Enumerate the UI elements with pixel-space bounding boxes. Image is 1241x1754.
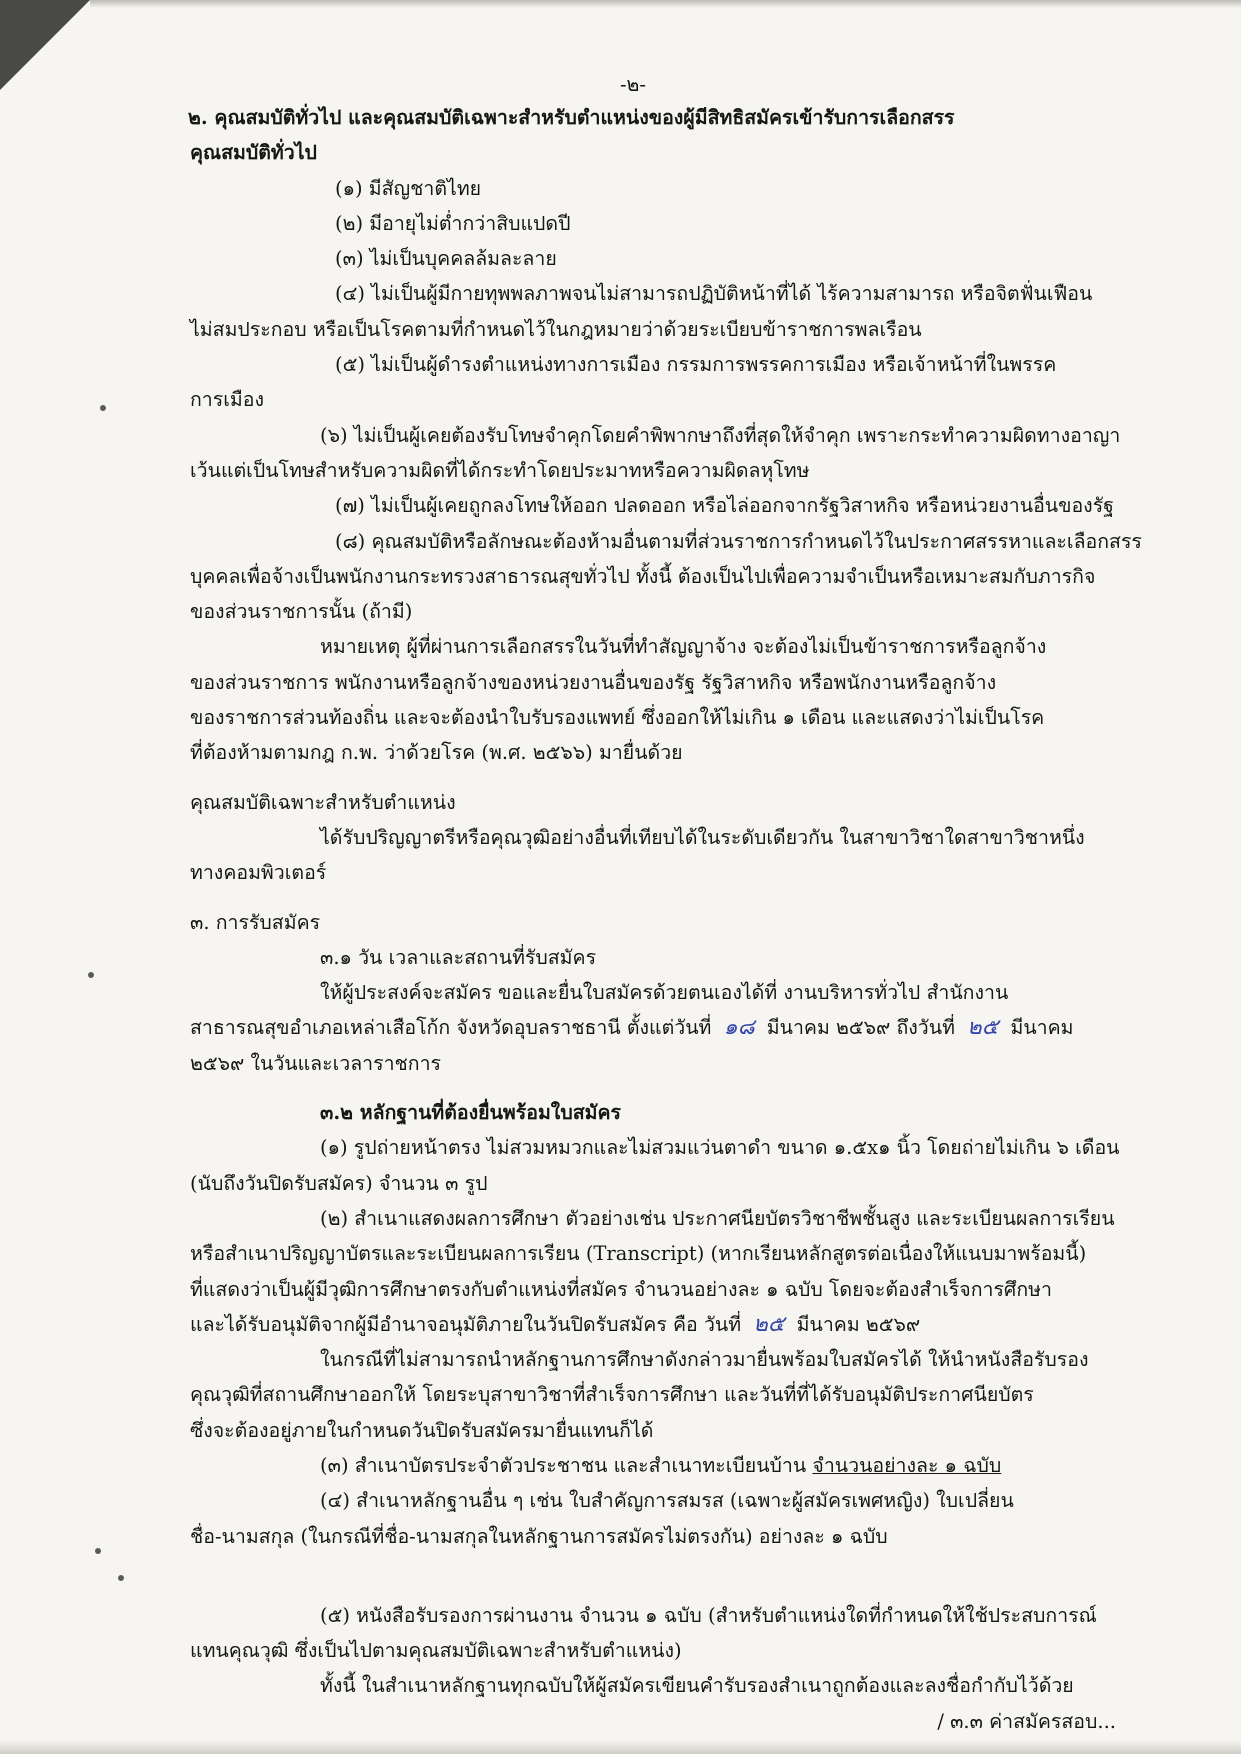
binding-hole-mark bbox=[118, 1575, 124, 1581]
document-item-5-line-1: (๕) หนังสือรับรองการผ่านงาน จำนวน ๑ ฉบับ (สำหรับตำแหน่งใดที่กำหนดให้ใช้ประสบการณ์ bbox=[320, 1603, 1097, 1627]
binding-hole-mark bbox=[88, 972, 94, 978]
handwritten-closing-day: ๒๕ bbox=[753, 1311, 785, 1337]
document-item-2-line-5: ในกรณีที่ไม่สามารถนำหลักฐานการศึกษาดังกล่าวมายื่นพร้อมใบสมัครได้ ให้นำหนังสือรับรอง bbox=[320, 1348, 1089, 1372]
remark-line-3: ของราชการส่วนท้องถิ่น และจะต้องนำใบรับรองแพทย์ ซึ่งออกให้ไม่เกิน ๑ เดือน และแสดงว่าไม่เป็นโรค bbox=[190, 706, 1045, 730]
section-3-1-line-2-part-2: มีนาคม ๒๕๖๙ ถึงวันที่ bbox=[766, 1016, 955, 1040]
section-3-2-heading: ๓.๒ หลักฐานที่ต้องยื่นพร้อมใบสมัคร bbox=[320, 1101, 621, 1125]
page-bottom-edge bbox=[0, 1740, 1241, 1754]
continuation-footer: / ๓.๓ ค่าสมัครสอบ... bbox=[937, 1709, 1116, 1733]
general-item-8-line-2: บุคคลเพื่อจ้างเป็นพนักงานกระทรวงสาธารณสุขทั่วไป ทั้งนี้ ต้องเป็นไปเพื่อความจำเป็นหรือเหมาะสมกับภารกิจ bbox=[190, 564, 1096, 588]
page-number: -๒- bbox=[619, 73, 647, 96]
general-item-6-line-1: (๖) ไม่เป็นผู้เคยต้องรับโทษจำคุกโดยคำพิพากษาถึงที่สุดให้จำคุก เพราะกระทำความผิดทางอาญา bbox=[320, 423, 1121, 447]
document-item-2-line-7: ซึ่งจะต้องอยู่ภายในกำหนดวันปิดรับสมัครมายื่นแทนก็ได้ bbox=[190, 1418, 654, 1442]
section-3-1-line-2-part-1: สาธารณสุขอำเภอเหล่าเสือโก้ก จังหวัดอุบลราชธานี ตั้งแต่วันที่ bbox=[190, 1016, 712, 1040]
general-item-1: (๑) มีสัญชาติไทย bbox=[335, 176, 482, 200]
document-item-2-line-3: ที่แสดงว่าเป็นผู้มีวุฒิการศึกษาตรงกับตำแหน่งที่สมัคร จำนวนอย่างละ ๑ ฉบับ โดยจะต้องสำเร็จการศึกษา bbox=[190, 1277, 1052, 1301]
document-item-1-line-2: (นับถึงวันปิดรับสมัคร) จำนวน ๓ รูป bbox=[190, 1171, 488, 1195]
document-item-3 bbox=[190, 1448, 1136, 1483]
section-3-1-line-2-part-3: มีนาคม bbox=[1010, 1016, 1074, 1040]
handwritten-end-day: ๒๕ bbox=[967, 1015, 999, 1041]
section-2-heading: ๒. คุณสมบัติทั่วไป และคุณสมบัติเฉพาะสำหรับตำแหน่งของผู้มีสิทธิสมัครเข้ารับการเลือกสรร bbox=[188, 106, 955, 129]
general-qualifications-heading: คุณสมบัติทั่วไป bbox=[190, 141, 317, 165]
document-item-3-underlined: จำนวนอย่างละ ๑ ฉบับ bbox=[812, 1453, 1002, 1477]
general-item-8-line-1: (๘) คุณสมบัติหรือลักษณะต้องห้ามอื่นตามที่ส่วนราชการกำหนดไว้ในประกาศสรรหาและเลือกสรร bbox=[335, 529, 1142, 553]
document-item-2-line-1: (๒) สำเนาแสดงผลการศึกษา ตัวอย่างเช่น ประกาศนียบัตรวิชาชีพชั้นสูง และระเบียนผลการเรียน bbox=[320, 1206, 1115, 1230]
document-item-2-line-4-part-1: และได้รับอนุมัติจากผู้มีอำนาจอนุมัติภายในวันปิดรับสมัคร คือ วันที่ bbox=[190, 1312, 742, 1336]
handwritten-start-day: ๑๘ bbox=[723, 1015, 755, 1041]
specific-qualifications-heading: คุณสมบัติเฉพาะสำหรับตำแหน่ง bbox=[190, 790, 456, 814]
document-item-2-line-4-part-2: มีนาคม ๒๕๖๙ bbox=[796, 1312, 921, 1336]
section-3-1-heading: ๓.๑ วัน เวลาและสถานที่รับสมัคร bbox=[320, 945, 597, 969]
document-item-3-part-1: (๓) สำเนาบัตรประจำตัวประชาชน และสำเนาทะเบียนบ้าน bbox=[320, 1453, 807, 1477]
general-item-3: (๓) ไม่เป็นบุคคลล้มละลาย bbox=[335, 247, 557, 271]
general-item-4-line-1: (๔) ไม่เป็นผู้มีกายทุพพลภาพจนไม่สามารถปฏิบัติหน้าที่ได้ ไร้ความสามารถ หรือจิตฟั่นเฟือน bbox=[335, 282, 1093, 306]
section-3-1-line-2 bbox=[190, 1010, 1136, 1045]
general-item-7: (๗) ไม่เป็นผู้เคยถูกลงโทษให้ออก ปลดออก หรือไล่ออกจากรัฐวิสาหกิจ หรือหน่วยงานอื่นของรัฐ bbox=[335, 494, 1114, 518]
document-item-1-line-1: (๑) รูปถ่ายหน้าตรง ไม่สวมหมวกและไม่สวมแว่นตาดำ ขนาด ๑.๕x๑ นิ้ว โดยถ่ายไม่เกิน ๖ เดือน bbox=[320, 1136, 1120, 1160]
document-item-5-line-2: แทนคุณวุฒิ ซึ่งเป็นไปตามคุณสมบัติเฉพาะสำหรับตำแหน่ง) bbox=[190, 1639, 682, 1663]
document-certification-line: ทั้งนี้ ในสำเนาหลักฐานทุกฉบับให้ผู้สมัครเขียนคำรับรองสำเนาถูกต้องและลงชื่อกำกับไว้ด้วย bbox=[320, 1674, 1074, 1698]
document-item-4-line-1: (๔) สำเนาหลักฐานอื่น ๆ เช่น ใบสำคัญการสมรส (เฉพาะผู้สมัครเพศหญิง) ใบเปลี่ยน bbox=[320, 1489, 1014, 1513]
binding-hole-mark bbox=[95, 1548, 101, 1554]
general-item-2: (๒) มีอายุไม่ต่ำกว่าสิบแปดปี bbox=[335, 211, 571, 235]
general-item-6-line-2: เว้นแต่เป็นโทษสำหรับความผิดที่ได้กระทำโดยประมาทหรือความผิดลหุโทษ bbox=[190, 458, 810, 482]
specific-line-1: ได้รับปริญญาตรีหรือคุณวุฒิอย่างอื่นที่เทียบได้ในระดับเดียวกัน ในสาขาวิชาใดสาขาวิชาหนึ่ง bbox=[320, 825, 1085, 849]
document-item-4-line-2: ชื่อ-นามสกุล (ในกรณีที่ชื่อ-นามสกุลในหลักฐานการสมัครไม่ตรงกัน) อย่างละ ๑ ฉบับ bbox=[190, 1524, 888, 1548]
general-item-5-line-2: การเมือง bbox=[190, 388, 264, 412]
document-item-2-line-6: คุณวุฒิที่สถานศึกษาออกให้ โดยระบุสาขาวิชาที่สำเร็จการศึกษา และวันที่ที่ได้รับอนุมัติประกาศนียบัตร bbox=[190, 1383, 1034, 1407]
binding-hole-mark bbox=[100, 405, 106, 411]
general-item-5-line-1: (๕) ไม่เป็นผู้ดำรงตำแหน่งทางการเมือง กรรมการพรรคการเมือง หรือเจ้าหน้าที่ในพรรค bbox=[335, 353, 1057, 377]
section-3-1-line-1: ให้ผู้ประสงค์จะสมัคร ขอและยื่นใบสมัครด้วยตนเองได้ที่ งานบริหารทั่วไป สำนักงาน bbox=[320, 981, 1009, 1005]
page-corner-shadow bbox=[0, 0, 90, 90]
remark-line-2: ของส่วนราชการ พนักงานหรือลูกจ้างของหน่วยงานอื่นของรัฐ รัฐวิสาหกิจ หรือพนักงานหรือลูกจ้าง bbox=[190, 670, 997, 694]
general-item-8-line-3: ของส่วนราชการนั้น (ถ้ามี) bbox=[190, 600, 413, 624]
remark-line-1: หมายเหตุ ผู้ที่ผ่านการเลือกสรรในวันที่ทำสัญญาจ้าง จะต้องไม่เป็นข้าราชการหรือลูกจ้าง bbox=[320, 635, 1047, 659]
section-3-1-line-3: ๒๕๖๙ ในวันและเวลาราชการ bbox=[190, 1051, 441, 1075]
specific-line-2: ทางคอมพิวเตอร์ bbox=[190, 861, 327, 885]
general-item-4-line-2: ไม่สมประกอบ หรือเป็นโรคตามที่กำหนดไว้ในกฎหมายว่าด้วยระเบียบข้าราชการพลเรือน bbox=[190, 317, 922, 341]
remark-line-4: ที่ต้องห้ามตามกฎ ก.พ. ว่าด้วยโรค (พ.ศ. ๒๕๖๖) มายื่นด้วย bbox=[190, 741, 683, 765]
page-top-edge bbox=[90, 0, 1241, 8]
section-3-heading: ๓. การรับสมัคร bbox=[190, 910, 321, 934]
document-item-2-line-2: หรือสำเนาปริญญาบัตรและระเบียนผลการเรียน (Transcript) (หากเรียนหลักสูตรต่อเนื่องให้แนบมาพร้อมนี้) bbox=[190, 1242, 1087, 1266]
document-item-2-line-4 bbox=[190, 1307, 1136, 1342]
